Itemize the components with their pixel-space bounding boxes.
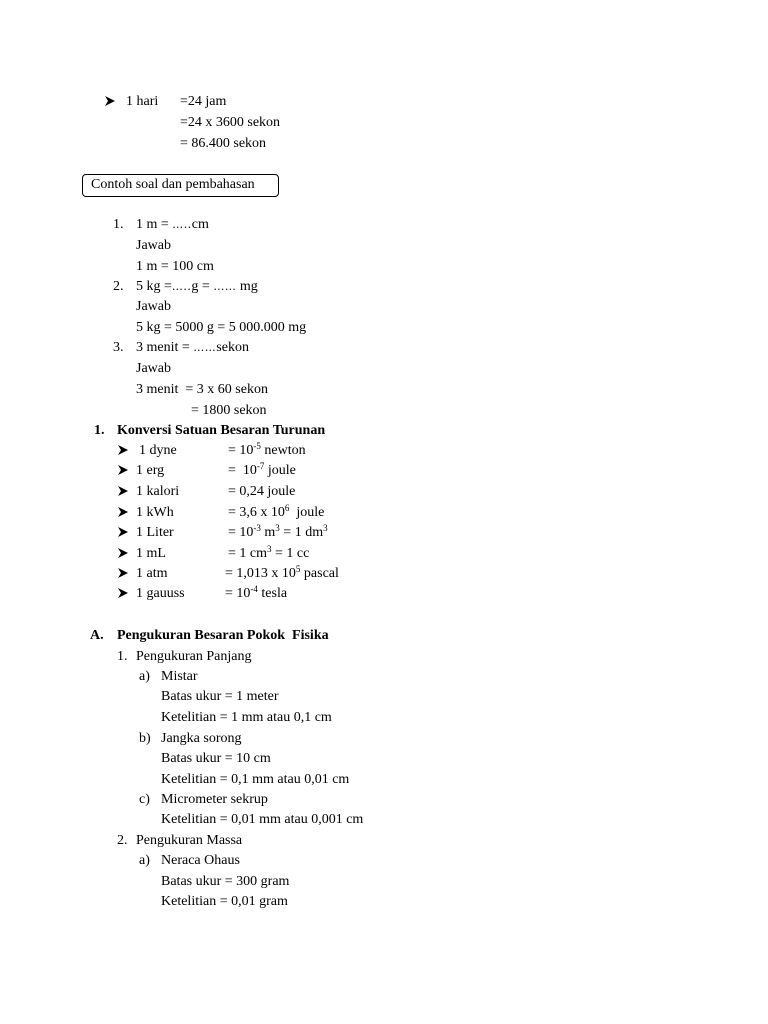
konversi-value: = $10^{-4}$ tesla — [225, 584, 288, 601]
konversi-number: 1. — [94, 423, 105, 438]
arrow-bullet-icon — [117, 506, 129, 518]
konversi-unit: 1 kalori — [136, 484, 180, 499]
panjang-title: Pengukuran Panjang — [136, 649, 252, 664]
soal-1-answer: 1 m = 100 cm — [136, 259, 214, 274]
hari-eq-jam: =24 jam — [180, 94, 227, 109]
arrow-bullet-icon — [117, 547, 129, 559]
soal-3-jawab: Jawab — [136, 361, 171, 376]
jangka-batas: Batas ukur = 10 cm — [161, 751, 271, 766]
mistar-batas: Batas ukur = 1 meter — [161, 689, 279, 704]
arrow-bullet-icon — [117, 464, 129, 476]
konversi-value: = 0,24 joule — [228, 484, 296, 499]
example-heading-text: Contoh soal dan pembahasan — [91, 177, 255, 192]
arrow-bullet-icon — [117, 526, 129, 538]
konversi-unit: 1 kWh — [136, 505, 174, 520]
konversi-unit: 1 atm — [136, 566, 168, 581]
micrometer-ketelitian: Ketelitian = 0,01 mm atau 0,001 cm — [161, 812, 364, 827]
konversi-title: Konversi Satuan Besaran Turunan — [117, 423, 326, 438]
konversi-value: = 1 $cm^3 = 1$ cc — [228, 544, 310, 561]
hari-label: 1 hari — [126, 94, 159, 109]
neraca-name: Neraca Ohaus — [161, 853, 240, 868]
konversi-unit: 1 Liter — [136, 525, 174, 540]
soal-2-answer: 5 kg = 5000 g = 5 000.000 mg — [136, 320, 307, 335]
hari-eq-sekon: =24 x 3600 sekon — [180, 115, 281, 130]
neraca-batas: Batas ukur = 300 gram — [161, 874, 290, 889]
neraca-letter: a) — [139, 853, 150, 868]
soal-1-jawab: Jawab — [136, 238, 171, 253]
pengukuran-title: Pengukuran Besaran Pokok Fisika — [117, 628, 329, 643]
soal-2-number: 2. — [113, 279, 124, 294]
pengukuran-letter: A. — [90, 628, 104, 643]
soal-3-answer-2: = 1800 sekon — [191, 403, 267, 418]
arrow-bullet-icon — [117, 567, 129, 579]
konversi-unit: 1 erg — [136, 463, 165, 478]
konversi-unit: 1 gauuss — [136, 586, 185, 601]
soal-1-number: 1. — [113, 217, 124, 232]
arrow-bullet-icon — [117, 485, 129, 497]
micrometer-name: Micrometer sekrup — [161, 792, 268, 807]
konversi-value: = $10^{-3}$ $m^3 = 1$ $dm^3$ — [228, 523, 328, 540]
massa-number: 2. — [117, 833, 128, 848]
konversi-value: = 1,013 x $10^5$ pascal — [225, 564, 339, 581]
jangka-letter: b) — [139, 731, 151, 746]
konversi-value: = $10^{-7}$ joule — [228, 461, 296, 478]
soal-1-question: 1 m = …..cm — [136, 217, 209, 232]
soal-3-question: 3 menit = ……sekon — [136, 340, 249, 355]
jangka-name: Jangka sorong — [161, 731, 242, 746]
soal-3-answer-1: 3 menit = 3 x 60 sekon — [136, 382, 268, 397]
konversi-unit: 1 mL — [136, 546, 166, 561]
neraca-ketelitian: Ketelitian = 0,01 gram — [161, 894, 288, 909]
mistar-ketelitian: Ketelitian = 1 mm atau 0,1 cm — [161, 710, 332, 725]
arrow-bullet-icon — [104, 95, 116, 107]
arrow-bullet-icon — [117, 444, 129, 456]
micrometer-letter: c) — [139, 792, 150, 807]
soal-2-question: 5 kg =…..g = …… mg — [136, 279, 258, 294]
konversi-unit: 1 dyne — [139, 443, 177, 458]
panjang-number: 1. — [117, 649, 128, 664]
massa-title: Pengukuran Massa — [136, 833, 243, 848]
mistar-name: Mistar — [161, 669, 198, 684]
soal-3-number: 3. — [113, 340, 124, 355]
example-heading-box — [82, 174, 279, 197]
mistar-letter: a) — [139, 669, 150, 684]
konversi-value: = 3,6 x $10^6$ joule — [228, 503, 325, 520]
arrow-bullet-icon — [117, 587, 129, 599]
hari-eq-result: = 86.400 sekon — [180, 136, 267, 151]
soal-2-jawab: Jawab — [136, 299, 171, 314]
jangka-ketelitian: Ketelitian = 0,1 mm atau 0,01 cm — [161, 772, 350, 787]
konversi-value: = $10^{-5}$ newton — [228, 441, 306, 458]
